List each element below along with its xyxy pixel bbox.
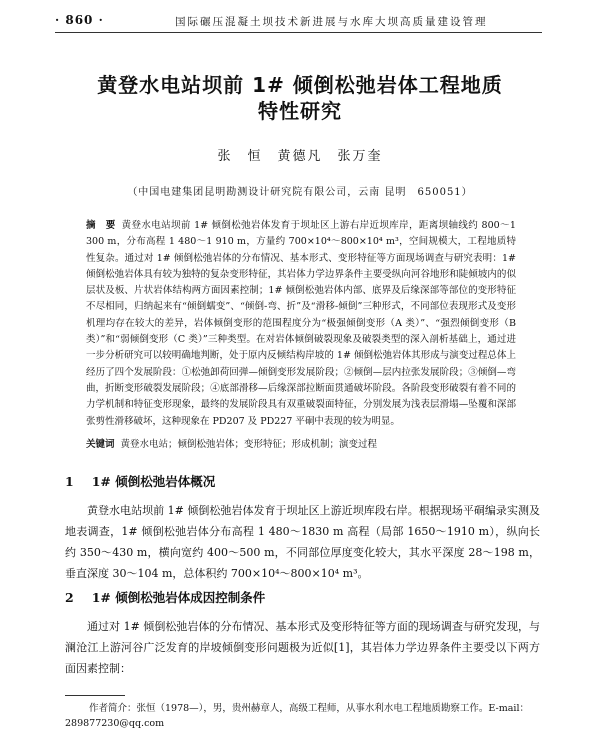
section-title: 1# 倾倒松弛岩体成因控制条件: [91, 590, 266, 605]
section-2-paragraph: 通过对 1# 倾倒松弛岩体的分布情况、基本形式及变形特征等方面的现场调查与研究发现，与澜沧江上游河谷广泛发育的岸坡倾倒变形问题极为近似[1]，其岩体力学边界条件主要受以下两方面因素控制：: [65, 620, 540, 675]
paper-title-line1: 黄登水电站坝前 1# 倾倒松弛岩体工程地质: [97, 73, 503, 97]
running-title: 国际碾压混凝土坝技术新进展与水库大坝高质量建设管理: [175, 16, 488, 28]
page-number: · 860 ·: [55, 13, 104, 27]
section-heading-2: [65, 588, 265, 606]
author-footnote: 作者简介：张恒（1978—），男，贵州赫章人，高级工程师，从事水利水电工程地质勘察工作。E-mail：289877230@qq.com: [65, 703, 529, 729]
section-heading-1: [65, 472, 215, 490]
abstract-label: 摘 要: [86, 220, 116, 231]
paper-title-line2: 特性研究: [258, 99, 342, 123]
authors: 张 恒 黄德凡 张万奎: [217, 149, 383, 164]
footnote-divider: [65, 695, 125, 696]
section-number: 1: [65, 474, 74, 489]
keywords: [86, 437, 516, 453]
abstract-text: 黄登水电站坝前 1# 倾倒松弛岩体发育于坝址区上游右岸近坝库岸，距离坝轴线约 800～1 300 m，分布高程 1 480～1 910 m，方量约 700×10⁴～800×10⁴ m³，空间规模大，工程地质特性复杂。通过对 1# 倾倒松弛岩体的分布情况、基本形式、变形特征等方面现场调查与研究表明：1# 倾倒松弛岩体具有较为独特的复杂变形特征，其岩体力学边界条件主要受纵向河谷地形和陡倾坡内的似层状及板、片状岩体结构两方面因素控制；1# 倾倒松弛岩体内部、底界及后缘深部等部位的变形特征不尽相同，归纳起来有“倾倒蠕变”、“倾倒-弯、折”及“滑移-倾倒”三种形式，不同部位表现形式及变形机理均存在较大的差异，岩体倾倒变形的范围程度分为“极强倾倒变形（A 类）”、“强烈倾倒变形（B 类）”和“弱倾倒变形（C 类）”三种类型。在对岩体倾倒破裂现象及破裂类型的深入剖析基础上，通过进一步分析研究可以较明确地判断，处于原内反倾结构岸坡的 1# 倾倒松弛岩体其形成与演变过程总体上经历了四个发展阶段：①松弛卸荷回弹—倾倒变形发展阶段；②倾倒—层内拉张发展阶段；③倾倒—弯曲，折断变形破裂发展阶段；④底部滑移—后缘深部拉断面贯通破坏阶段。各阶段变形破裂有着不同的力学机制和特征变形现象，最终的发展阶段具有双重破裂面特征，分别发展为浅表层滑塌—坠覆和深部张剪性滑移破坏，这种现象在 PD207 及 PD227 平硐中表现的较为明显。: [86, 220, 516, 427]
section-number: 2: [65, 590, 74, 605]
section-title: 1# 倾倒松弛岩体概况: [91, 474, 216, 489]
section-1-paragraph: 黄登水电站坝前 1# 倾倒松弛岩体发育于坝址区上游近坝库段右岸。根据现场平硐编录实测及地表调查，1# 倾倒松弛岩体分布高程 1 480～1830 m 高程（局部 1650～1910 m），纵向长约 350～430 m，横向宽约 400～500 m，不同部位厚度变化较大，其水平深度 28～198 m，垂直深度 30～104 m，总体积约 700×10⁴～800×10⁴ m³。: [65, 504, 540, 580]
abstract: [86, 218, 516, 430]
paper-title: [60, 72, 540, 124]
running-header: [55, 12, 542, 33]
keywords-text: 黄登水电站；倾倒松弛岩体；变形特征；形成机制；演变过程: [120, 439, 378, 450]
affiliation: （中国电建集团昆明勘测设计研究院有限公司，云南 昆明 650051）: [127, 187, 473, 198]
keywords-label: 关键词: [86, 439, 115, 450]
